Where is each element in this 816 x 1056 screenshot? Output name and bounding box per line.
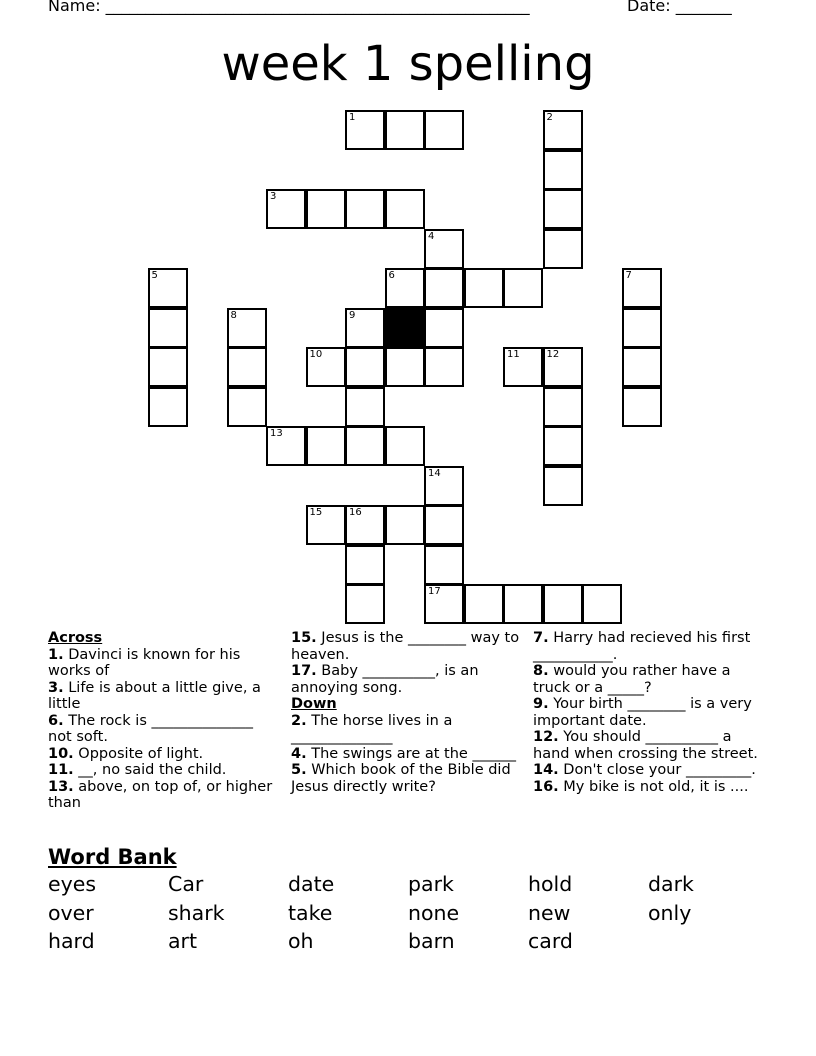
clue-item-number: 8. xyxy=(533,663,549,679)
grid-cell[interactable] xyxy=(345,308,385,348)
word-bank-word: card xyxy=(528,929,573,953)
word-bank-word: hold xyxy=(528,872,573,896)
clue-item xyxy=(533,696,769,729)
grid-cell[interactable] xyxy=(385,426,425,466)
grid-cell[interactable] xyxy=(345,347,385,387)
clue-item-number: 2. xyxy=(291,712,307,729)
clue-item-text: __, no said the child. xyxy=(73,762,227,778)
grid-cell[interactable] xyxy=(543,387,583,427)
grid-cell[interactable] xyxy=(227,387,267,427)
clue-item-text: Life is about a little give, a little xyxy=(48,679,261,712)
clue-item xyxy=(48,713,280,746)
grid-cell[interactable] xyxy=(148,308,188,348)
word-bank-word: eyes xyxy=(48,872,97,896)
clue-item-number: 10. xyxy=(48,745,74,762)
grid-cell[interactable] xyxy=(345,505,385,545)
grid-cell[interactable] xyxy=(424,268,464,308)
clue-number: 9 xyxy=(349,309,356,321)
grid-cell[interactable] xyxy=(464,268,504,308)
grid-cell[interactable] xyxy=(306,189,346,229)
grid-cell[interactable] xyxy=(345,545,385,585)
grid-cell[interactable] xyxy=(503,347,543,387)
clue-item-text: The horse lives in a ______________ xyxy=(291,712,453,745)
clue-number: 5 xyxy=(151,270,158,281)
grid-cell[interactable] xyxy=(266,189,306,229)
grid-cell[interactable] xyxy=(424,308,464,348)
clue-item-text: My bike is not old, it is .... xyxy=(558,778,749,795)
grid-cell[interactable] xyxy=(345,189,385,229)
word-bank-word: new xyxy=(528,901,571,925)
clue-item-number: 15. xyxy=(291,630,317,646)
word-bank-word: Car xyxy=(168,872,204,896)
clue-number: 16 xyxy=(349,507,362,518)
clue-item-number: 1. xyxy=(48,646,64,663)
clue-item-text: Your birth ________ is a very important date. xyxy=(533,696,752,729)
word-bank-word: none xyxy=(408,901,460,925)
word-bank-word: park xyxy=(408,872,454,896)
grid-cell[interactable] xyxy=(464,584,504,624)
word-bank-word: take xyxy=(288,901,333,925)
word-bank-word: shark xyxy=(168,901,225,925)
grid-cell[interactable] xyxy=(543,347,583,387)
clue-item-text: The rock is ______________ not soft. xyxy=(48,712,253,745)
clue-item-number: 7. xyxy=(533,630,549,646)
grid-cell[interactable] xyxy=(345,584,385,624)
clue-number: 14 xyxy=(428,467,441,479)
grid-cell[interactable] xyxy=(424,110,464,150)
grid-cell[interactable] xyxy=(543,229,583,269)
clue-number: 1 xyxy=(349,112,356,123)
grid-cell[interactable] xyxy=(424,347,464,387)
clue-item-number: 16. xyxy=(533,778,559,795)
clue-item-text: would you rather have a truck or a _____? xyxy=(533,663,731,696)
clue-item-text: Which book of the Bible did Jesus directly write? xyxy=(291,762,511,795)
page-title: week 1 spelling xyxy=(221,36,595,92)
clue-number: 13 xyxy=(270,428,283,439)
grid-cell[interactable] xyxy=(385,110,425,150)
grid-cell[interactable] xyxy=(306,347,346,387)
clue-number: 3 xyxy=(270,191,277,202)
grid-cell[interactable] xyxy=(424,584,464,624)
clue-item-number: 11. xyxy=(48,762,74,778)
grid-cell[interactable] xyxy=(148,268,188,308)
clue-number: 4 xyxy=(428,230,435,242)
grid-cell[interactable] xyxy=(148,387,188,427)
grid-cell[interactable] xyxy=(622,308,662,348)
grid-cell[interactable] xyxy=(622,387,662,427)
clue-item xyxy=(48,680,280,713)
clue-column-2 xyxy=(291,630,521,795)
grid-cell[interactable] xyxy=(306,426,346,466)
grid-cell[interactable] xyxy=(424,505,464,545)
clue-item-number: 9. xyxy=(533,696,549,712)
grid-cell[interactable] xyxy=(503,268,543,308)
clue-number: 7 xyxy=(625,270,632,281)
clue-item-number: 4. xyxy=(291,745,307,762)
grid-cell[interactable] xyxy=(345,426,385,466)
grid-cell[interactable] xyxy=(582,584,622,624)
clue-item-text: Jesus is the ________ way to heaven. xyxy=(291,630,520,663)
grid-cell[interactable] xyxy=(424,466,464,506)
clue-item-text: Baby __________, is an annoying song. xyxy=(291,663,479,696)
clue-item-number: 12. xyxy=(533,729,559,745)
grid-cell[interactable] xyxy=(543,110,583,150)
word-bank-word: only xyxy=(648,901,692,925)
grid-cell[interactable] xyxy=(543,584,583,624)
clue-item-number: 3. xyxy=(48,679,64,696)
word-bank-title: Word Bank xyxy=(48,845,177,869)
grid-cell[interactable] xyxy=(385,268,425,308)
clue-section-heading: Across xyxy=(48,630,103,646)
grid-cell[interactable] xyxy=(503,584,543,624)
word-bank-word: oh xyxy=(288,929,314,953)
clue-item xyxy=(533,779,769,796)
clue-item xyxy=(291,663,521,696)
clue-item xyxy=(291,630,521,663)
grid-cell[interactable] xyxy=(622,347,662,387)
grid-cell[interactable] xyxy=(385,505,425,545)
clue-column-1 xyxy=(48,630,280,812)
word-bank-word: hard xyxy=(48,929,95,953)
clue-item-text: The swings are at the ______ xyxy=(306,745,516,762)
date-line: Date: _______ xyxy=(627,0,732,15)
clue-number: 17 xyxy=(428,586,441,597)
clue-item-number: 5. xyxy=(291,762,307,778)
grid-cell[interactable] xyxy=(385,189,425,229)
clue-number: 15 xyxy=(309,507,323,518)
grid-black-cell xyxy=(385,308,425,348)
grid-cell[interactable] xyxy=(345,110,385,150)
clue-item-number: 14. xyxy=(533,762,559,778)
name-line: Name: _____________________________________________________ xyxy=(48,0,530,15)
word-bank-word: art xyxy=(168,929,198,953)
clue-item xyxy=(291,746,521,763)
clue-item xyxy=(533,630,769,663)
clue-item xyxy=(48,746,280,763)
clue-item-text: above, on top of, or higher than xyxy=(48,778,273,811)
clue-item-number: 17. xyxy=(291,663,317,679)
clue-item-text: Harry had recieved his first ___________. xyxy=(533,630,751,663)
word-bank-word: over xyxy=(48,901,94,925)
grid-cell[interactable] xyxy=(227,308,267,348)
grid-cell[interactable] xyxy=(543,466,583,506)
word-bank-word: date xyxy=(288,872,335,896)
grid-cell[interactable] xyxy=(266,426,306,466)
clue-item xyxy=(48,762,280,779)
clue-item-text: You should __________ a hand when crossing the street. xyxy=(533,729,758,762)
word-bank-word: dark xyxy=(648,872,694,896)
word-bank-word: barn xyxy=(408,929,455,953)
grid-cell[interactable] xyxy=(622,268,662,308)
clue-item xyxy=(291,762,521,795)
grid-cell[interactable] xyxy=(543,189,583,229)
clue-number: 12 xyxy=(546,349,560,360)
clue-item xyxy=(291,713,521,746)
clue-item-text: Don't close your _________. xyxy=(558,762,756,778)
clue-item-text: Opposite of light. xyxy=(73,745,204,762)
grid-cell[interactable] xyxy=(385,347,425,387)
clue-number: 6 xyxy=(388,270,395,281)
grid-cell[interactable] xyxy=(227,347,267,387)
clue-section-heading: Down xyxy=(291,696,337,712)
grid-cell[interactable] xyxy=(148,347,188,387)
grid-cell[interactable] xyxy=(306,505,346,545)
grid-cell[interactable] xyxy=(543,150,583,190)
clue-item-text: Davinci is known for his works of xyxy=(48,646,241,679)
clue-item xyxy=(533,729,769,762)
grid-cell[interactable] xyxy=(424,229,464,269)
grid-cell[interactable] xyxy=(543,426,583,466)
clue-number: 8 xyxy=(230,309,237,321)
clue-item xyxy=(48,779,280,812)
clue-item-number: 13. xyxy=(48,778,74,795)
grid-cell[interactable] xyxy=(424,545,464,585)
grid-cell[interactable] xyxy=(345,387,385,427)
clue-item-number: 6. xyxy=(48,712,64,729)
clue-item xyxy=(533,762,769,779)
clue-item xyxy=(533,663,769,696)
clue-number: 11 xyxy=(507,349,520,360)
clue-number: 10 xyxy=(309,349,323,360)
clue-column-3 xyxy=(533,630,769,795)
clue-item xyxy=(48,647,280,680)
clue-number: 2 xyxy=(546,112,553,123)
